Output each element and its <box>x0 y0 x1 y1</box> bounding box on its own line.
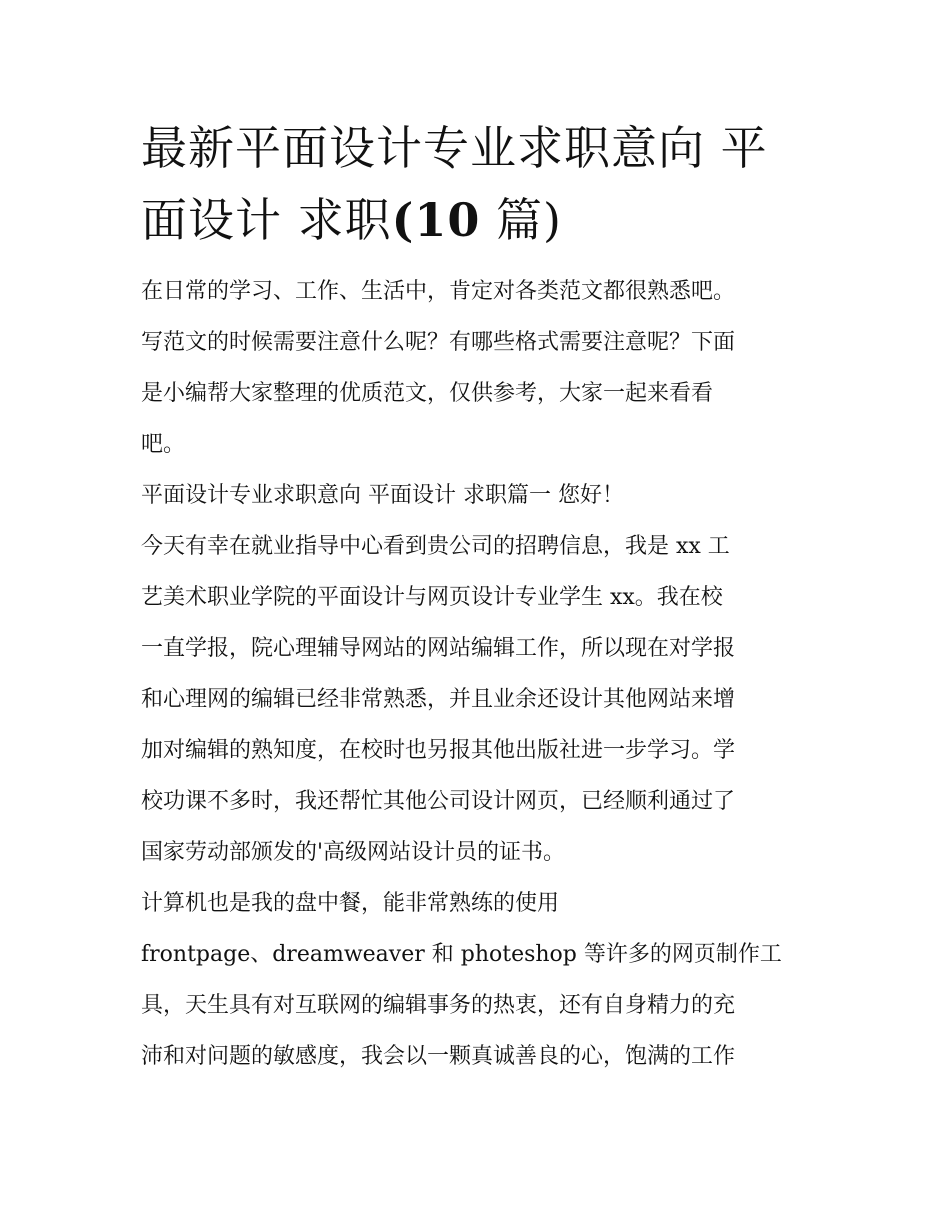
body-line: frontpage、dreamweaver 和 photeshop 等许多的网页制作工 <box>141 942 782 967</box>
title-line-2: 面设计 求职 <box>141 193 392 247</box>
document-page <box>141 112 813 1082</box>
body-line: 国家劳动部颁发的'高级网站设计员的证书。 <box>141 840 566 865</box>
body-line: 计算机也是我的盘中餐，能非常熟练的使用 <box>141 891 560 916</box>
body-line: 一直学报，院心理辅导网站的网站编辑工作，所以现在对学报 <box>141 636 736 661</box>
section-heading-line: 平面设计专业求职意向 平面设计 求职篇一 您好！ <box>141 483 624 508</box>
body-line: 今天有幸在就业指导中心看到贵公司的招聘信息，我是 xx 工 <box>141 534 730 559</box>
body-line: 具，天生具有对互联网的编辑事务的热衷，还有自身精力的充 <box>141 993 736 1018</box>
body-line: 加对编辑的熟知度，在校时也另报其他出版社进一步学习。学 <box>141 738 736 763</box>
body-line: 和心理网的编辑已经非常熟悉，并且业余还设计其他网站来增 <box>141 687 736 712</box>
document-title <box>141 112 813 256</box>
body-line: 艺美术职业学院的平面设计与网页设计专业学生 xx。我在校 <box>141 585 723 610</box>
body-line: 写范文的时候需要注意什么呢？有哪些格式需要注意呢？下面 <box>141 330 736 355</box>
body-line: 是小编帮大家整理的优质范文，仅供参考，大家一起来看看 <box>141 381 714 406</box>
title-suffix: 篇) <box>480 193 562 247</box>
document-body <box>141 266 813 1082</box>
title-line-1: 最新平面设计专业求职意向 平 <box>141 121 768 175</box>
body-line: 校功课不多时，我还帮忙其他公司设计网页，已经顺利通过了 <box>141 789 736 814</box>
body-line: 沛和对问题的敏感度，我会以一颗真诚善良的心，饱满的工作 <box>141 1044 736 1069</box>
body-line: 在日常的学习、工作、生活中，肯定对各类范文都很熟悉吧。 <box>141 279 736 304</box>
title-count: (10 <box>391 193 481 247</box>
body-line: 吧。 <box>141 432 186 457</box>
